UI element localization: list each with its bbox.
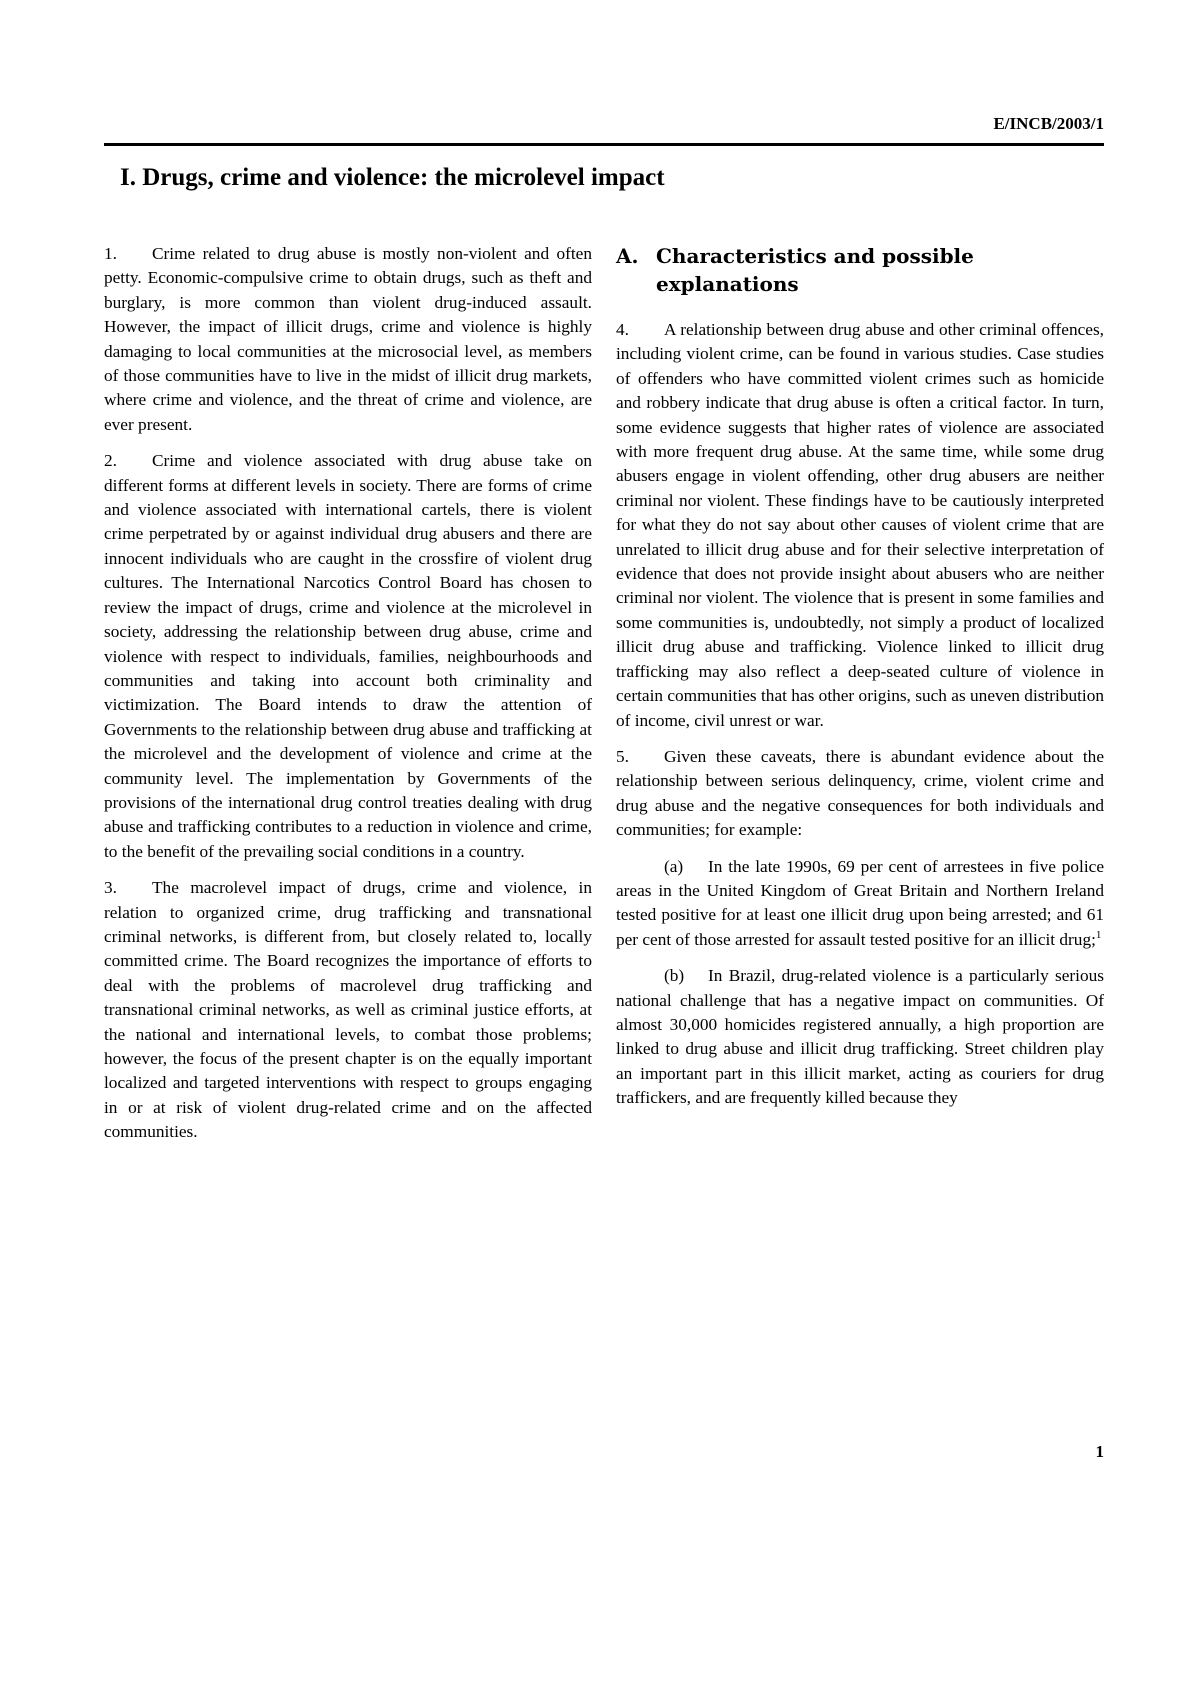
subparagraph-text: In the late 1990s, 69 per cent of arrestees in five police areas in the United Kingdom of Great Britain and Northern Ireland tested positive for at least one illicit drug upon being arrested; and 61 per cent of those arrested for assault tested positive for an illicit drug; (616, 856, 1104, 949)
chapter-title: I. Drugs, crime and violence: the microlevel impact (120, 164, 665, 191)
subparagraph-b (616, 964, 1104, 1110)
paragraph-number: 4. (616, 320, 629, 339)
page-number: 1 (1095, 1442, 1104, 1461)
paragraph-2 (104, 449, 592, 864)
section-heading-a (616, 242, 1104, 298)
document-symbol: E/INCB/2003/1 (993, 114, 1104, 133)
header-rule (104, 143, 1104, 146)
paragraph-number: 1. (104, 244, 117, 263)
footnote-reference[interactable]: 1 (1095, 928, 1102, 941)
subparagraph-label: (a) (664, 856, 684, 876)
paragraph-text: Given these caveats, there is abundant evidence about the relationship between serious delinquency, crime, violent crime and drug abuse and the negative consequences for both individuals and communities; for example: (616, 746, 1104, 840)
paragraph-number: 3. (104, 878, 117, 898)
section-title: Characteristics and possible explanations (656, 244, 974, 296)
paragraph-text: The macrolevel impact of drugs, crime and violence, in relation to organized crime, drug trafficking and transnational criminal networks, is different from, but closely related to, locally committed crime. The Board recognizes the importance of efforts to deal with the problems of macrolevel drug trafficking and transnational criminal networks, as well as criminal justice efforts, at the national and international levels, to combat those problems; however, the focus of the present chapter is on the equally important localized and targeted interventions with respect to groups engaging in or at risk of violent drug-related crime and on the affected communities. (104, 878, 592, 1142)
paragraph-text: A relationship between drug abuse and other criminal offences, including violent crime, can be found in various studies. Case studies of offenders who have committed violent crimes such as homicide and robbery indicate that drug abuse is often a critical factor. In turn, some evidence suggests that higher rates of violence are associated with more frequent drug abuse. At the same time, while some drug abusers engage in violent offending, other drug abusers are neither criminal nor violent. These findings have to be cautiously interpreted for what they do not say about other causes of violent crime that are unrelated to illicit drug abuse and for their selective interpretation of evidence that does not provide insight about abusers who are neither criminal nor violent. The violence that is present in some families and some communities is, undoubtedly, not simply a product of localized illicit drug abuse and trafficking. Violence linked to illicit drug trafficking may also reflect a deep-seated culture of violence in certain communities that has other origins, such as uneven distribution of income, civil unrest or war. (616, 320, 1104, 730)
paragraph-number: 5. (616, 746, 629, 766)
subparagraph-a (616, 855, 1104, 953)
left-column (104, 242, 592, 1157)
subparagraph-label: (b) (664, 966, 685, 986)
paragraph-1 (104, 242, 592, 437)
paragraph-text: Crime related to drug abuse is mostly non-violent and often petty. Economic-compulsive crime to obtain drugs, such as theft and burglary, is more common than violent drug-induced assault. However, the impact of illicit drugs, crime and violence is highly damaging to local communities at the microsocial level, as members of those communities have to live in the midst of illicit drug markets, where crime and violence, and the threat of crime and violence, are ever present. (104, 244, 592, 434)
section-letter: A. (616, 244, 639, 268)
paragraph-text: Crime and violence associated with drug abuse take on different forms at different levels in society. There are forms of crime and violence associated with international cartels, there is violent crime perpetrated by or against individual drug abusers and there are innocent individuals who are caught in the crossfire of violent drug cultures. The International Narcotics Control Board has chosen to review the impact of drugs, crime and violence at the microlevel in society, addressing the relationship between drug abuse, crime and violence with respect to individuals, families, neighbourhoods and communities and taking into account both criminality and victimization. The Board intends to draw the attention of Governments to the relationship between drug abuse and trafficking at the microlevel and the development of violence and crime at the community level. The implementation by Governments of the provisions of the international drug control treaties dealing with drug abuse and trafficking contributes to a reduction in violence and crime, to the benefit of the prevailing social conditions in a country. (104, 451, 592, 861)
right-column (616, 242, 1104, 1123)
subparagraph-text: In Brazil, drug-related violence is a particularly serious national challenge that has a negative impact on communities. Of almost 30,000 homicides registered annually, a high proportion are linked to drug abuse and illicit drug trafficking. Street children play an important part in this illicit market, acting as couriers for drug traffickers, and are frequently killed because they (616, 966, 1104, 1108)
paragraph-number: 2. (104, 451, 117, 471)
paragraph-3 (104, 876, 592, 1144)
paragraph-4 (616, 318, 1104, 733)
paragraph-5 (616, 745, 1104, 843)
